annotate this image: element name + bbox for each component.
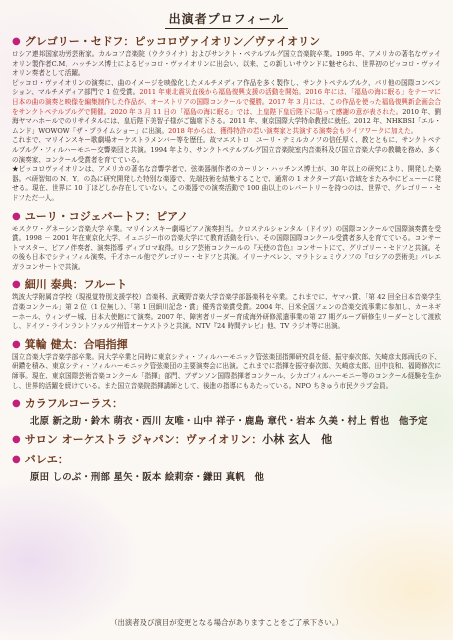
profile-paragraph xyxy=(12,79,441,137)
profile-body xyxy=(12,225,441,273)
profile-paragraph xyxy=(12,50,441,79)
footer-note: （出演者及び演目が変更となる場合がありますことをご了承下さい。） xyxy=(110,618,343,627)
highlighted-text: 2018 年からは、獲得特許の若い演奏家と共演する演奏会もライフワークに加えた。 xyxy=(168,126,418,135)
profile-body xyxy=(12,50,441,204)
profile-text: 筑波大学附属音学校（現視覚特別支援学校）音楽科、武蔵野音楽大学音楽学部器楽科を卒業。これまでに、ヤマハ賞、「第 42 回全日本音楽学生音楽コンクール」第 2 位（1 位無し）、「第 1 回細川記念・賞」優秀音楽賞受賞。2004 年、日米全国フェンの音楽交流事業に参加し、カーネギーホール、ウィンザー城、日本大使館にて演奏。2007 年、障害者リーダー育成海外研修派遣事業の第 27 期グループ研修生リーダーとして渡欧し、ドイツ・ラインラントファルツ州管オーケストラと共演。NTV『24 時間テレビ』他、TV ラジオ等に出演。 xyxy=(12,293,441,331)
ensemble-instrument: ヴァイオリン： xyxy=(185,433,263,447)
instrument-note: ★ピッコロヴァイオリンは、アメリカの著名な音響学者で、弦楽器制作者のカーリン・ハッチンス博士が、30 年以上の研究により、開発した楽器。べ研智知の N．Y．の為に研究開発した特別な楽器で、先端技術を結集することで、通常の 1 オクターブ高い音域をまたみやにビューーに発せる。現在、世界に 10 丁ほどしか存在していない。この楽器での演奏活動で 100 曲以上のレパートリーを持つのは、世界で、グレゴリー・セドフただ一人。 xyxy=(12,165,441,202)
performer-role: ：合唱指揮 xyxy=(72,337,128,351)
performer-name: グレゴリー・セドフ xyxy=(24,35,124,48)
profile-section xyxy=(12,34,441,204)
ensemble-label: カラフルコーラス： xyxy=(24,397,123,411)
ensemble-label: サロン オーケストラ ジャパン： xyxy=(24,433,186,447)
bullet-icon: ● xyxy=(12,210,21,222)
bullet-icon: ● xyxy=(12,279,21,291)
bullet-icon: ● xyxy=(12,398,21,410)
profile-body xyxy=(12,293,441,331)
performer-name: 箕輪 健太 xyxy=(24,337,73,351)
ensemble-heading xyxy=(12,396,441,411)
bullet-icon: ● xyxy=(12,338,21,350)
performer-name: ユーリ・コジェバートフ xyxy=(24,209,146,223)
profile-paragraph xyxy=(12,293,441,331)
profile-sections xyxy=(12,34,441,391)
performer-role: ：ピアノ xyxy=(145,209,189,223)
profile-paragraph xyxy=(12,353,441,391)
ensemble-section xyxy=(12,396,441,427)
profile-text: 2010 年、劉海ヤマハホールでのリサイタルには、皇后陛下美智子様がご臨席下さる。2011 年、東京国際大学特命教授に就任。2012 年、NHKBSI「エル・ムンド」WOWOW「ザ・プライムショー」に出演。 xyxy=(12,107,441,135)
profile-section xyxy=(12,277,441,331)
ensemble-section xyxy=(12,452,441,483)
ensemble-heading xyxy=(12,432,441,447)
ensemble-heading xyxy=(12,452,441,467)
profile-section xyxy=(12,337,441,391)
profile-text: 国立音楽大学音楽学部卒業。同大学卒業と同時に東京シティ・フィルハーモニック管弦楽団指揮研究員を経、振守泰次郎、矢崎彦太郎両氏の下、研鑽を積み、東京シティ・フィルハーモニック管弦楽団の主要演奏会に出演。これまでに指揮を振守泰次郎、矢崎彦太郎、田中良和、福岡修次に師事。現在、東京国際芸術音楽コンクール「指揮」部門、ブザンソン国際指揮者コンクール、シカゴフィルハーモニー等のコンクール経験を生かし、世界的活躍を続けている。また国立音楽院指揮講師として、後進の指導にもあたっている。NPO ちきゅう市民クラブ会員。 xyxy=(12,352,441,390)
profile-heading xyxy=(12,209,441,224)
ensemble-members: 小林 玄人 他 xyxy=(262,433,333,447)
ensemble-section xyxy=(12,432,441,447)
performer-name: 細川 泰典 xyxy=(24,278,73,292)
ensemble-label: バレエ： xyxy=(24,453,69,467)
title-wrap xyxy=(12,8,441,29)
bullet-icon: ● xyxy=(12,36,21,47)
performer-role: ：ピッコロヴァイオリン／ヴァイオリン xyxy=(123,35,321,48)
profile-heading xyxy=(12,277,441,292)
profile-heading xyxy=(12,337,441,352)
profile-text: これまで、マリインスキー歌劇場オーケストラメンバー等を歴任。故マエストロ ユーリ・テミルカノフの信任厚く、教とともに、サンクトペテルブルグ・フィルハーモニー交響楽団と共演。1994 年より、サンクトペテルブルグ国立音楽院室内音楽科及び国立音楽大学の教職を務め、多くの演奏家、コンクール受賞者を育てている。 xyxy=(12,136,441,164)
ensemble-members: 北原 新之助・鈴木 萌衣・西川 友唯・山中 祥子・鹿島 章代・岩本 久美・村上 哲也 他予定 xyxy=(30,416,428,428)
profile-paragraph xyxy=(12,136,441,165)
performer-role: ：フルート xyxy=(72,278,128,292)
bullet-icon: ● xyxy=(12,434,21,446)
highlighted-text: 2011 年東北震災直後から福島復興支援の活動を開始。2016 年には、「福島の海に眠る」をテーマに日本の曲の演奏と映像を編集制作した作品が、オーストリアの国際コンクールで優勝。2017 年 3 月には、この作品を使った福島復興新企画会合をサンクトペテルブルグで開催。2020 年 3 月 11 日の「福島の海に眠る」では、上皇陛下皇后陛下に貼って感謝の意が表された。 xyxy=(12,88,442,116)
profile-body xyxy=(12,353,441,391)
profile-text: ロシア連邦国家功労芸術家。カルコフ音楽院（ウクライナ）およびサンクト・ペテルブルグ国立音楽院卒業。1995 年、アメリカの著名なヴァイオリン製作者C.M．ハッチンス博士によるピッコロ・ヴァイオリンに出会い、以来、この新しいサウンドに魅せられ、世界初のピッコロ・ヴァイオリン奏者として活躍。 xyxy=(12,50,441,78)
profile-paragraph xyxy=(12,225,441,273)
profile-text: モスクワ・グネーシン音楽大学 卒業。マリインスキー劇場ピアノ演奏担当。クロステルシャンタル（ドイツ）の国際コンクールで国際演奏賞を受賞。1998 － 2001 年在東京化大学、イェニジー市の音楽大学にて教育活動を行い、その国際国際コンクール受賞者多人を育てている。コンサートマスター、ピアノ伴奏者、演奏指導 ディプロマ取得。ロシア芸術コンクールの『天使の音色』コンサートにて、グリゴリー・セドフと共演。その後も日本でシティフィル演奏。千才ホール他でグレゴリー・セドフと共演。イリーナベレン、マラトシェミウノフの『ロシアの芸術美』パレエガラコンサートで共演。 xyxy=(12,224,441,271)
profile-section xyxy=(12,209,441,273)
page-title: 出演者プロフィール xyxy=(165,10,289,29)
profile-text: ピッコロ・ヴァイオリンの演奏に、曲のイメージを映像化したメルチメディア作品を多く製作し、サンクトペテルブルク、パリ他の国際コンベンション、マルチメディア部門で 1 位受賞。 xyxy=(12,78,441,97)
bullet-icon: ● xyxy=(12,454,21,466)
ensemble-list xyxy=(12,396,441,483)
ensemble-members: 原田 しのぶ・刑部 星矢・阪本 絵莉奈・鎌田 真帆 他 xyxy=(30,472,265,484)
profile-heading xyxy=(12,34,441,49)
